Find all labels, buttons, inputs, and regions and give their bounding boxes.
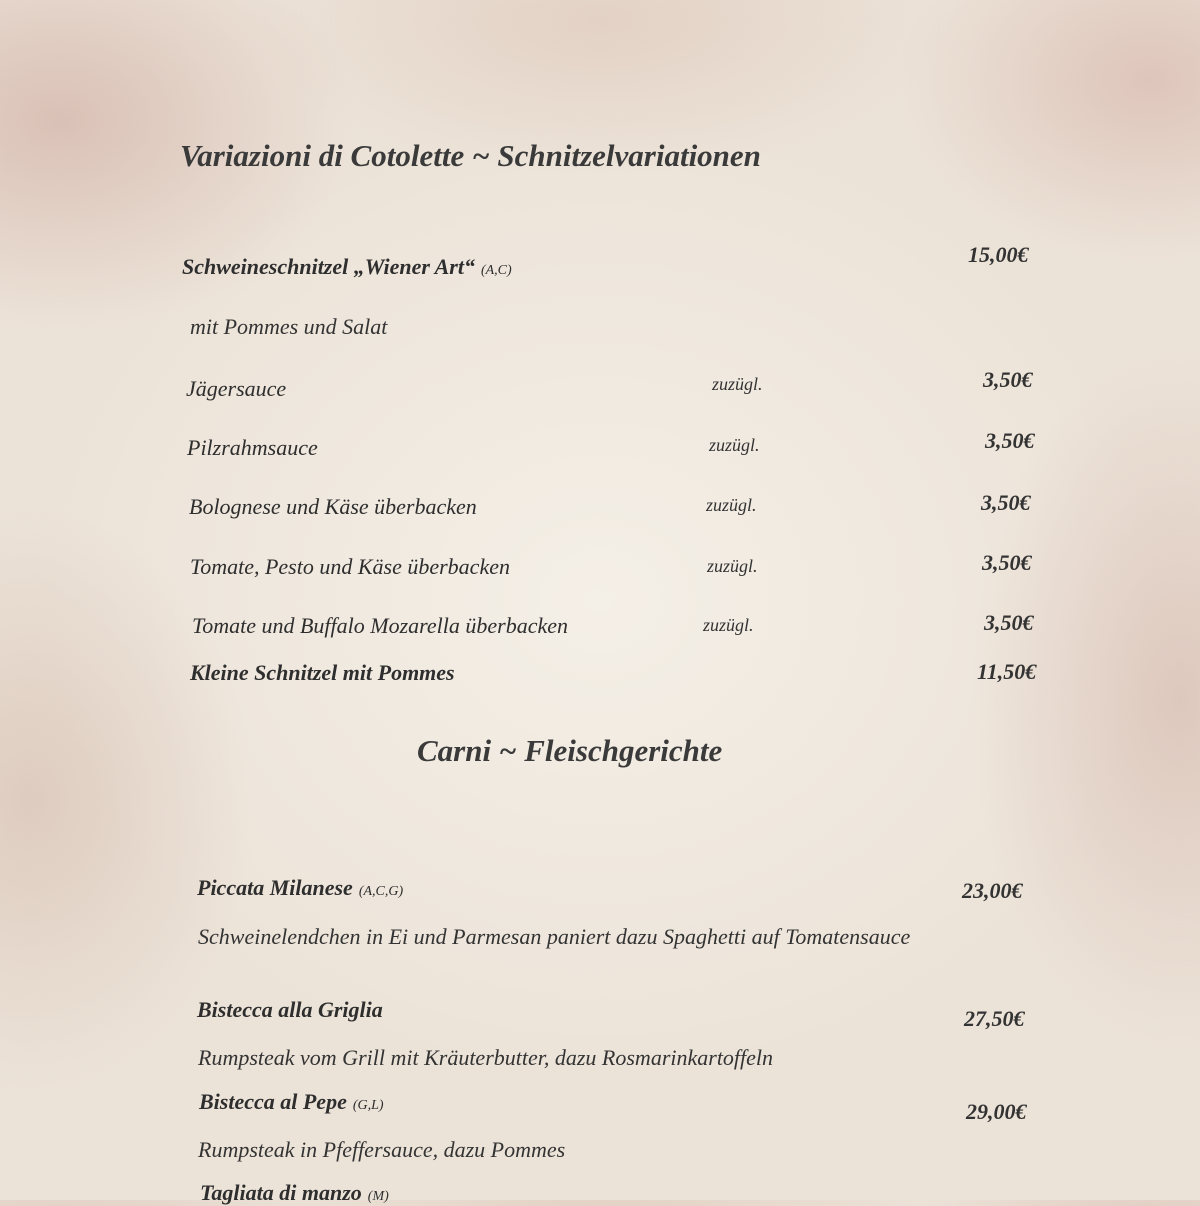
dish-name: Schweineschnitzel „Wiener Art“ xyxy=(182,254,475,279)
extra-qualifier: zuzügl. xyxy=(709,435,760,455)
dish-price: 23,00€ xyxy=(962,878,1023,903)
dish-description: Rumpsteak vom Grill mit Kräuterbutter, dazu Rosmarinkartoffeln xyxy=(198,1045,774,1070)
dish-description: mit Pommes und Salat xyxy=(190,314,388,339)
extra-price: 3,50€ xyxy=(984,610,1034,635)
dish-name: Tagliata di manzo xyxy=(200,1180,362,1205)
allergen-codes: (A,C) xyxy=(480,263,512,278)
extra-price: 3,50€ xyxy=(981,490,1031,515)
dish-price: 15,00€ xyxy=(968,242,1029,267)
dish-description: Rumpsteak in Pfeffersauce, dazu Pommes xyxy=(198,1137,566,1162)
extra-price: 3,50€ xyxy=(983,367,1033,392)
menu-item-name xyxy=(182,254,512,280)
extra-price: 3,50€ xyxy=(982,550,1032,575)
allergen-codes: (M) xyxy=(367,1189,389,1204)
section-title-fleisch: Carni ~ Fleischgerichte xyxy=(417,733,723,768)
dish-name: Bistecca alla Griglia xyxy=(197,997,383,1022)
kids-schnitzel-name: Kleine Schnitzel mit Pommes xyxy=(190,660,455,685)
extra-name: Jägersauce xyxy=(186,376,287,401)
dish-price: 29,00€ xyxy=(966,1099,1027,1124)
extra-name: Pilzrahmsauce xyxy=(187,435,318,460)
section-title-schnitzel: Variazioni di Cotolette ~ Schnitzelvariationen xyxy=(180,138,761,173)
menu-item-name xyxy=(197,997,389,1023)
extra-price: 3,50€ xyxy=(985,428,1035,453)
extra-name: Tomate und Buffalo Mozarella überbacken xyxy=(192,613,568,638)
extra-qualifier: zuzügl. xyxy=(707,556,758,576)
menu-item-name xyxy=(199,1089,384,1115)
kids-schnitzel-price: 11,50€ xyxy=(977,659,1037,684)
menu-item-name xyxy=(200,1180,389,1206)
dish-price: 27,50€ xyxy=(964,1006,1025,1031)
extra-qualifier: zuzügl. xyxy=(706,495,757,515)
dish-description: Schweinelendchen in Ei und Parmesan paniert dazu Spaghetti auf Tomatensauce xyxy=(198,924,911,949)
dish-name: Piccata Milanese xyxy=(197,875,353,900)
extra-name: Bolognese und Käse überbacken xyxy=(189,494,477,519)
allergen-codes: (G,L) xyxy=(352,1098,384,1113)
allergen-codes: (A,C,G) xyxy=(358,884,404,899)
extra-qualifier: zuzügl. xyxy=(703,615,754,635)
extra-name: Tomate, Pesto und Käse überbacken xyxy=(190,554,510,579)
dish-name: Bistecca al Pepe xyxy=(199,1089,347,1114)
menu-item-name xyxy=(197,875,403,901)
extra-qualifier: zuzügl. xyxy=(712,374,763,394)
